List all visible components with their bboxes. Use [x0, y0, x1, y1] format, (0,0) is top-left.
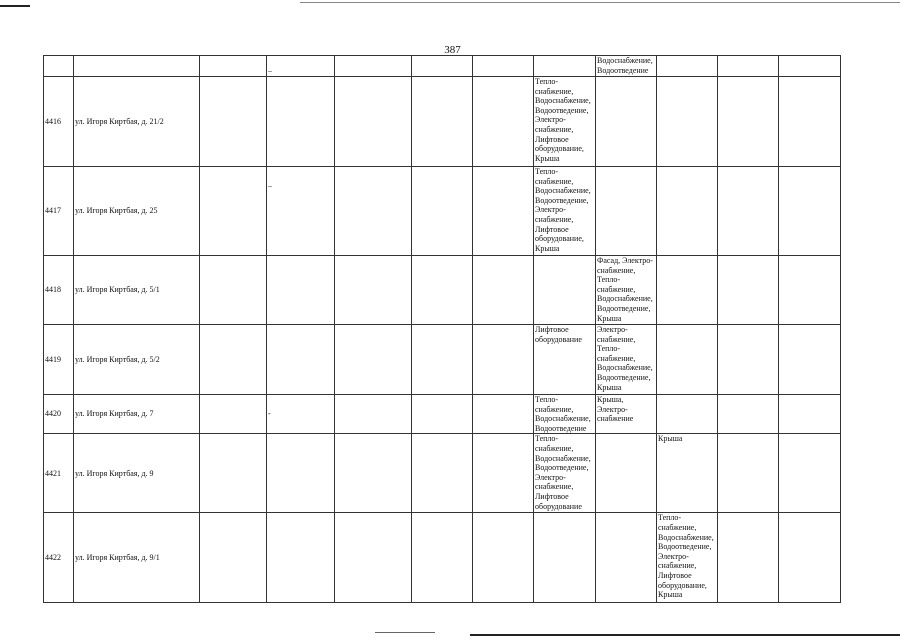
- scan-edge-top-left: [0, 5, 30, 7]
- row-number: 4422: [44, 513, 74, 603]
- table-row-top: [44, 56, 841, 77]
- page-number: 387: [444, 44, 461, 56]
- table-row: [44, 395, 841, 434]
- dash-mark: [267, 325, 335, 395]
- works-cell: Тепло-снабжение, Водоснабжение, Водоотведение, Электро-снабжение, Лифтовое оборудование: [534, 434, 596, 513]
- works-cell: Лифтовое оборудование: [534, 325, 596, 395]
- works-cell: [596, 434, 657, 513]
- dash-mark: -: [267, 395, 335, 434]
- row-number: 4419: [44, 325, 74, 395]
- works-cell: Тепло-снабжение, Водоснабжение, Водоотведение, Электро-снабжение, Лифтовое оборудование, Крыша: [534, 77, 596, 167]
- address-cell: ул. Игоря Киртбая, д. 9/1: [74, 513, 200, 603]
- works-cell: [596, 77, 657, 167]
- works-cell: [657, 325, 718, 395]
- scan-edge-bottom-left: [375, 632, 435, 633]
- works-cell: [657, 256, 718, 325]
- table-row: [44, 77, 841, 167]
- dash-mark: [267, 77, 335, 167]
- dash-mark: [267, 434, 335, 513]
- works-cell: [534, 513, 596, 603]
- table-row: [44, 167, 841, 256]
- row-number: 4420: [44, 395, 74, 434]
- table-row: [44, 434, 841, 513]
- works-cell: [657, 77, 718, 167]
- works-cell: Крыша, Электро-снабжение: [596, 395, 657, 434]
- works-cell: Крыша: [657, 434, 718, 513]
- works-cell: Водоснабжение, Водоотведение: [596, 56, 657, 77]
- table-row: [44, 325, 841, 395]
- dash-mark: [267, 256, 335, 325]
- works-cell: Электро-снабжение, Тепло-снабжение, Водоснабжение, Водоотведение, Крыша: [596, 325, 657, 395]
- works-cell: Фасад, Электро-снабжение, Тепло-снабжение, Водоснабжение, Водоотведение, Крыша: [596, 256, 657, 325]
- table-row: [44, 513, 841, 603]
- dash-mark: –: [267, 167, 335, 256]
- scan-edge-bottom-right: [470, 634, 900, 636]
- table-row: [44, 256, 841, 325]
- works-cell: [534, 256, 596, 325]
- works-cell: Тепло-снабжение, Водоснабжение, Водоотведение: [534, 395, 596, 434]
- dash-mark: [267, 513, 335, 603]
- building-registry-table: [43, 55, 841, 603]
- row-number: 4416: [44, 77, 74, 167]
- address-cell: ул. Игоря Киртбая, д. 9: [74, 434, 200, 513]
- works-cell: [596, 167, 657, 256]
- scan-edge-top-right: [300, 2, 900, 3]
- address-cell: ул. Игоря Киртбая, д. 21/2: [74, 77, 200, 167]
- address-cell: ул. Игоря Киртбая, д. 25: [74, 167, 200, 256]
- works-cell: Тепло-снабжение, Водоснабжение, Водоотведение, Электро-снабжение, Лифтовое оборудование, Крыша: [657, 513, 718, 603]
- works-cell: [657, 395, 718, 434]
- dash-mark: –: [268, 66, 272, 76]
- row-number: 4421: [44, 434, 74, 513]
- works-cell: Тепло-снабжение, Водоснабжение, Водоотведение, Электро-снабжение, Лифтовое оборудование, Крыша: [534, 167, 596, 256]
- works-cell: [596, 513, 657, 603]
- row-number: 4418: [44, 256, 74, 325]
- address-cell: ул. Игоря Киртбая, д. 5/2: [74, 325, 200, 395]
- works-cell: [657, 167, 718, 256]
- row-number: 4417: [44, 167, 74, 256]
- address-cell: ул. Игоря Киртбая, д. 7: [74, 395, 200, 434]
- address-cell: ул. Игоря Киртбая, д. 5/1: [74, 256, 200, 325]
